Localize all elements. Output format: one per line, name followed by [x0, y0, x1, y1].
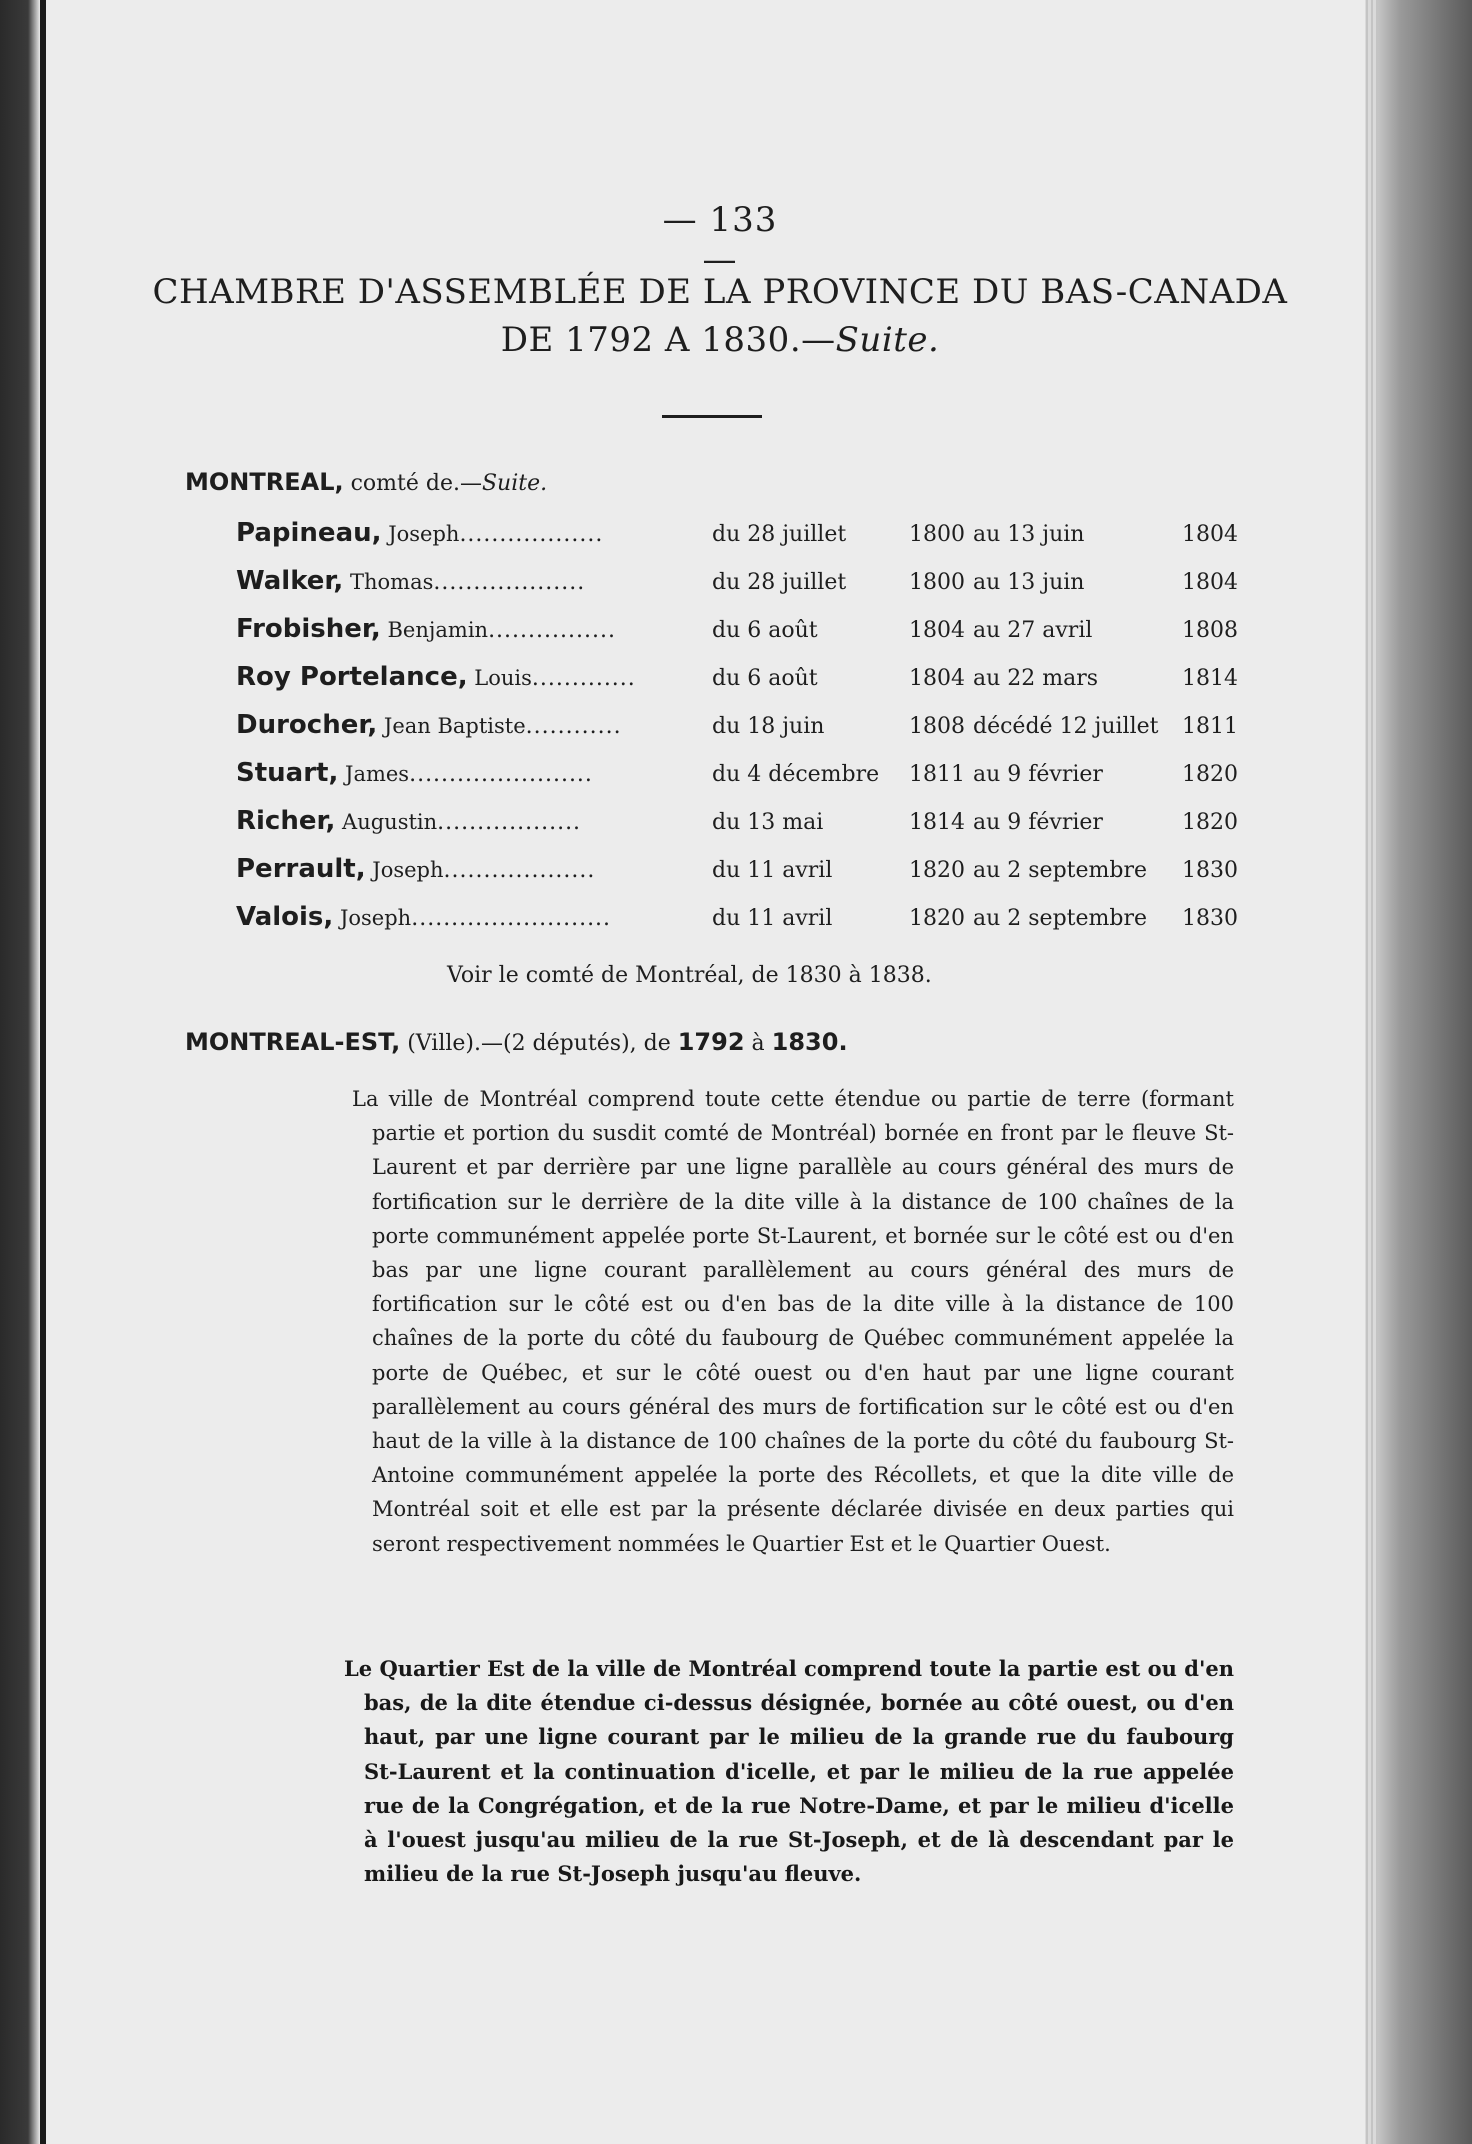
member-to-year: 1811	[1182, 714, 1238, 739]
member-to-date: au 13 juin	[973, 570, 1085, 595]
title-line-2-prefix: DE 1792 A 1830.—	[500, 320, 836, 360]
member-to-year: 1830	[1182, 858, 1238, 883]
member-to-year: 1830	[1182, 906, 1238, 931]
member-to-year: 1820	[1182, 810, 1238, 835]
member-from-year: 1800	[909, 522, 965, 547]
member-to-date: au 13 juin	[973, 522, 1085, 547]
member-given-name: Benjamin	[380, 618, 489, 642]
member-given-name: Louis	[467, 666, 532, 690]
title-suite: Suite.	[835, 320, 940, 360]
member-from-date: du 6 août	[712, 666, 818, 691]
page-number: — 133 —	[662, 200, 778, 280]
member-given-name: Joseph	[381, 522, 460, 546]
member-from-date: du 4 décembre	[712, 762, 880, 787]
section-year-start: 1792	[677, 1028, 745, 1056]
member-row	[236, 662, 1236, 710]
leader-dots: .........................	[411, 906, 612, 931]
paragraph-ville-de-montreal: La ville de Montréal comprend toute cette étendue ou partie de terre (formant partie et portion du susdit comté de Montréal) bornée en front par le fleuve St-Laurent et par derrière par une ligne parallèle au cours général des murs de fortification sur le derrière de la dite ville à la distance de 100 chaînes de la porte communément appelée porte St-Laurent, et bornée sur le côté est ou d'en bas par une ligne courant parallèlement au cours général des murs de fortification sur le côté est ou d'en bas de la dite ville à la distance de 100 chaînes de la porte du côté du faubourg de Québec communément appelée la porte de Québec, et sur le côté ouest ou d'en haut par une ligne courant parallèlement au cours général des murs de fortification sur le côté est ou d'en haut de la ville à la distance de 100 chaînes de la porte du côté du faubourg St-Antoine communément appelée la porte des Récollets, et que la dite ville de Montréal soit et elle est par la présente déclarée divisée en deux parties qui seront respectivement nommées le Quartier Est et le Quartier Ouest.	[352, 1087, 1234, 1556]
member-name	[236, 614, 704, 644]
member-name	[236, 710, 704, 740]
member-to-date: au 22 mars	[973, 666, 1099, 691]
member-to-date: au 27 avril	[973, 618, 1093, 643]
member-to-year: 1814	[1182, 666, 1238, 691]
member-surname: Roy Portelance,	[236, 662, 468, 692]
member-to-date: au 9 février	[973, 810, 1103, 835]
cross-reference-note: Voir le comté de Montréal, de 1830 à 1838.	[447, 963, 932, 988]
member-from-date: du 11 avril	[712, 858, 833, 883]
member-from-date: du 6 août	[712, 618, 818, 643]
section-montreal-name: MONTREAL,	[185, 468, 344, 496]
member-name	[236, 758, 704, 788]
member-row	[236, 614, 1236, 662]
member-from-year: 1820	[909, 906, 965, 931]
member-row	[236, 854, 1236, 902]
member-surname: Papineau,	[236, 518, 382, 548]
member-row	[236, 806, 1236, 854]
member-surname: Walker,	[236, 566, 344, 596]
member-from-year: 1804	[909, 666, 965, 691]
section-year-sep: à	[744, 1031, 772, 1056]
section-montreal-heading	[185, 468, 547, 496]
member-given-name: Joseph	[333, 906, 412, 930]
member-row	[236, 710, 1236, 758]
member-from-year: 1804	[909, 618, 965, 643]
leader-dots: ..................	[437, 810, 582, 835]
member-from-year: 1820	[909, 858, 965, 883]
member-from-year: 1814	[909, 810, 965, 835]
leader-dots: ...................	[443, 858, 596, 883]
member-row	[236, 518, 1236, 566]
member-surname: Valois,	[236, 902, 334, 932]
title-rule	[662, 415, 762, 418]
title-line-1: CHAMBRE D'ASSEMBLÉE DE LA PROVINCE DU BAS-CANADA	[152, 272, 1288, 312]
paragraph-quartier-est: Le Quartier Est de la ville de Montréal comprend toute la partie est ou d'en bas, de la dite étendue ci-dessus désignée, bornée au côté ouest, ou d'en haut, par une ligne courant par le milieu de la grande rue du faubourg St-Laurent et la continuation d'icelle, et par le milieu de la rue appelée rue de la Congrégation, et de la rue Notre-Dame, et par le milieu d'icelle à l'ouest jusqu'au milieu de la rue St-Joseph, et de là descendant par le milieu de la rue St-Joseph jusqu'au fleuve.	[344, 1656, 1234, 1887]
leader-dots: ............	[525, 714, 622, 739]
member-given-name: James	[338, 762, 410, 786]
member-name	[236, 662, 704, 692]
leader-dots: .......................	[409, 762, 593, 787]
member-to-date: au 2 septembre	[973, 858, 1148, 883]
leader-dots: ...................	[433, 570, 586, 595]
section-year-end: 1830.	[771, 1028, 848, 1056]
member-surname: Perrault,	[236, 854, 366, 884]
member-to-year: 1804	[1182, 522, 1238, 547]
member-given-name: Jean Baptiste	[377, 714, 526, 738]
member-to-date: au 2 septembre	[973, 906, 1148, 931]
section-montreal-est-name: MONTREAL-EST,	[185, 1028, 401, 1056]
member-from-date: du 28 juillet	[712, 570, 847, 595]
member-given-name: Augustin	[335, 810, 438, 834]
member-to-year: 1808	[1182, 618, 1238, 643]
section-montreal-est-rest: (Ville).—(2 députés), de	[400, 1031, 678, 1056]
title-line-2	[150, 316, 1290, 364]
member-from-date: du 13 mai	[712, 810, 824, 835]
page-title	[150, 268, 1290, 364]
member-name	[236, 806, 704, 836]
member-given-name: Thomas	[343, 570, 434, 594]
member-surname: Frobisher,	[236, 614, 381, 644]
member-to-date: décédé 12 juillet	[973, 714, 1159, 739]
member-from-date: du 18 juin	[712, 714, 825, 739]
section-montreal-suite: Suite.	[481, 471, 548, 496]
member-to-year: 1820	[1182, 762, 1238, 787]
leader-dots: ..................	[459, 522, 604, 547]
member-to-date: au 9 février	[973, 762, 1103, 787]
member-row	[236, 902, 1236, 950]
member-from-year: 1808	[909, 714, 965, 739]
leader-dots: ................	[488, 618, 616, 643]
section-montreal-est-heading	[185, 1028, 848, 1056]
member-from-year: 1811	[909, 762, 965, 787]
member-row	[236, 566, 1236, 614]
member-list	[236, 518, 1236, 950]
member-name	[236, 518, 704, 548]
member-surname: Stuart,	[236, 758, 339, 788]
section-montreal-rest: comté de.—	[343, 471, 482, 496]
member-row	[236, 758, 1236, 806]
member-name	[236, 854, 704, 884]
member-from-date: du 28 juillet	[712, 522, 847, 547]
member-name	[236, 566, 704, 596]
member-surname: Richer,	[236, 806, 336, 836]
member-name	[236, 902, 704, 932]
member-from-year: 1800	[909, 570, 965, 595]
member-from-date: du 11 avril	[712, 906, 833, 931]
member-surname: Durocher,	[236, 710, 378, 740]
leader-dots: .............	[531, 666, 636, 691]
member-given-name: Joseph	[365, 858, 444, 882]
member-to-year: 1804	[1182, 570, 1238, 595]
